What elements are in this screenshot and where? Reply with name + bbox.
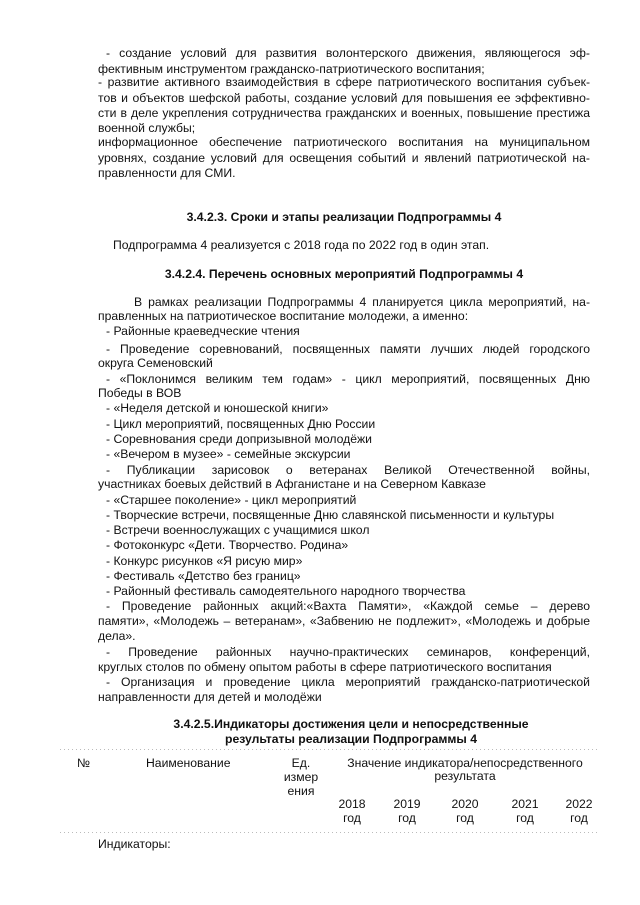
activity-line: - Проведение районных акций:«Вахта Памяти», «Каждой семье – дерево	[106, 599, 590, 613]
activity-line: - «Поклонимся великим тем годам» - цикл мероприятий, посвященных Дню	[106, 372, 590, 386]
activity-line: - Районные краеведческие чтения	[106, 324, 300, 338]
table-header-name: Наименование	[146, 756, 231, 770]
activity-line: - Цикл мероприятий, посвященных Дню России	[106, 417, 376, 431]
objective-line: - развитие активного взаимодействия в сфере патриотического воспитания субъек-	[98, 75, 590, 89]
table-year: 2018	[338, 797, 366, 811]
activity-line: - Публикации зарисовок о ветеранах Великой Отечественной войны,	[106, 463, 590, 477]
activity-line: круглых столов по обмену опытом работы в сфере патриотического воспитания	[98, 660, 552, 674]
objective-line: правленности для СМИ.	[98, 166, 236, 180]
objective-line: фективным инструментом гражданско-патриотического воспитания;	[98, 62, 485, 76]
table-header-value-2: результата	[434, 769, 496, 783]
table-header-unit-3: ения	[287, 784, 315, 798]
table-year: 2021	[511, 797, 539, 811]
activity-line: В рамках реализации Подпрограммы 4 планируется цикла мероприятий, на-	[134, 295, 590, 309]
table-header-value: Значение индикатора/непосредственного	[347, 756, 583, 770]
activity-line: округа Семеновский	[98, 356, 213, 370]
table-year-unit: год	[516, 811, 534, 825]
objective-line: военной службы;	[98, 121, 196, 135]
table-header-number: №	[77, 756, 91, 770]
activity-line: правленных на патриотическое воспитание молодежи, а именно:	[98, 309, 469, 323]
table-year-unit: год	[456, 811, 474, 825]
activity-line: - Организация и проведение цикла мероприятий гражданско-патриотической	[106, 675, 590, 689]
activity-line: - Фестиваль «Детство без границ»	[106, 569, 301, 583]
activity-line: - Проведение районных научно-практических семинаров, конференций,	[106, 645, 590, 659]
table-grid-line	[60, 749, 600, 750]
activity-line: - Районный фестиваль самодеятельного народного творчества	[106, 584, 466, 598]
section-3424-heading: 3.4.2.4. Перечень основных мероприятий Подпрограммы 4	[164, 267, 524, 281]
activity-line: - Творческие встречи, посвященные Дню славянской письменности и культуры	[106, 508, 555, 522]
section-3425-heading-2: результаты реализации Подпрограммы 4	[225, 732, 477, 746]
activity-line: - Фотоконкурс «Дети. Творчество. Родина»	[106, 538, 349, 552]
table-header-unit-1: Ед.	[291, 756, 311, 770]
objective-line: - создание условий для развития волонтерского движения, являющегося эф-	[106, 46, 590, 60]
activity-line: - Встречи военнослужащих с учащимися школ	[106, 523, 370, 537]
activity-line: - «Неделя детской и юношеской книги»	[106, 401, 329, 415]
table-year-unit: год	[343, 811, 361, 825]
activity-line: участниках боевых действий в Афганистане и на Северном Кавказе	[98, 477, 486, 491]
activity-line: Победы в ВОВ	[98, 386, 182, 400]
activity-line: - «Вечером в музее» - семейные экскурсии	[106, 447, 351, 461]
activity-line: - «Старшее поколение» - цикл мероприятий	[106, 493, 357, 507]
table-year: 2022	[565, 797, 593, 811]
activity-line: - Соревнования среди допризывной молодёжи	[106, 432, 372, 446]
objective-line: уровнях, создание условий для освещения событий и явлений патриотической на-	[98, 151, 590, 165]
table-row-indicators: Индикаторы:	[98, 837, 171, 851]
objective-line: сти в деле укрепления сотрудничества гражданских и военных, повышение престижа	[98, 106, 590, 120]
table-year: 2019	[393, 797, 421, 811]
section-3425-heading: 3.4.2.5.Индикаторы достижения цели и непосредственные	[173, 717, 529, 731]
activity-line: дела».	[98, 629, 136, 643]
objective-line: тов и объектов шефской работы, создание условий для повышения ее эффективно-	[98, 91, 590, 105]
activity-line: - Конкурс рисунков «Я рисую мир»	[106, 554, 303, 568]
activity-line: направленности для детей и молодёжи	[98, 690, 322, 704]
table-header-unit-2: измер	[283, 770, 319, 784]
section-3423-text: Подпрограмма 4 реализуется с 2018 года по 2022 год в один этап.	[113, 238, 490, 252]
objective-line: информационное обеспечение патриотического воспитания на муниципальном	[98, 135, 590, 149]
table-year-unit: год	[570, 811, 588, 825]
section-3423-heading: 3.4.2.3. Сроки и этапы реализации Подпрограммы 4	[186, 210, 502, 224]
table-grid-line	[60, 832, 600, 833]
activity-line: - Проведение соревнований, посвященных памяти лучших людей городского	[106, 342, 590, 356]
activity-line: памяти», «Молодежь – ветеранам», «Забвению не подлежит», «Молодежь и добрые	[98, 614, 590, 628]
table-year: 2020	[451, 797, 479, 811]
table-year-unit: год	[398, 811, 416, 825]
